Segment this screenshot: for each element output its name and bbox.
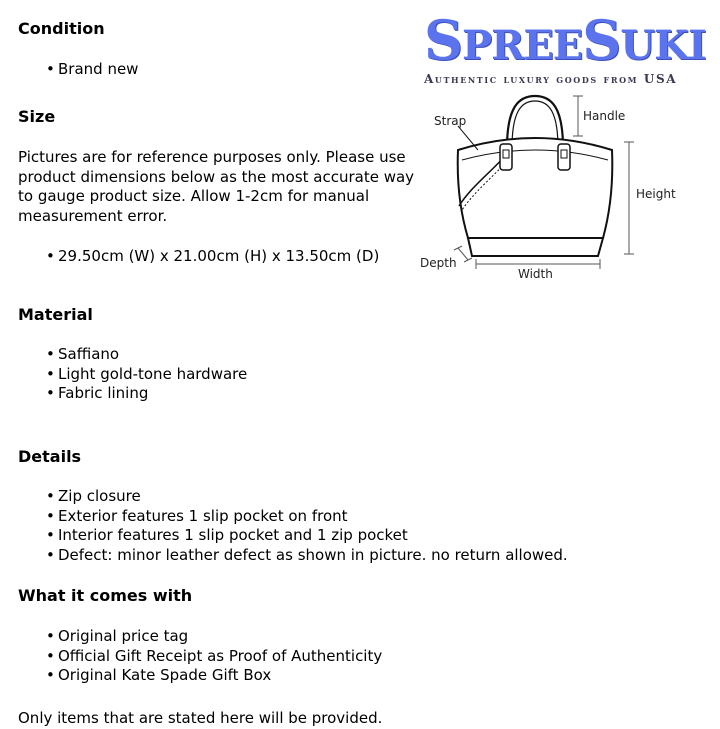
- material-heading: Material: [18, 305, 93, 324]
- details-heading: Details: [18, 447, 82, 466]
- condition-list: [18, 60, 138, 80]
- list-item: • Zip closure: [18, 487, 568, 507]
- size-paragraph: Pictures are for reference purposes only. Please use product dimensions below as the most accurate way to gauge product size. Allow 1-2cm for manual measurement error.: [18, 148, 415, 225]
- brand-tagline: Authentic luxury goods from USA: [424, 72, 678, 86]
- list-item: • Exterior features 1 slip pocket on front: [18, 507, 568, 527]
- diagram-label-height: Height: [636, 187, 676, 201]
- list-item: • Official Gift Receipt as Proof of Authenticity: [18, 647, 382, 667]
- size-list: [18, 247, 379, 267]
- comes-with-list: [18, 627, 382, 686]
- list-item: • Saffiano: [18, 345, 247, 365]
- diagram-label-width: Width: [518, 267, 553, 281]
- material-list: [18, 345, 247, 404]
- spreesuki-logo: [424, 10, 716, 86]
- diagram-label-depth: Depth: [420, 256, 457, 270]
- list-item: • Original price tag: [18, 627, 382, 647]
- list-item: • Fabric lining: [18, 384, 247, 404]
- list-item: • Defect: minor leather defect as shown in picture. no return allowed.: [18, 546, 568, 566]
- condition-heading: Condition: [18, 19, 105, 38]
- list-item: • Brand new: [18, 60, 138, 80]
- brand-name: SPREESUKI: [424, 8, 706, 72]
- details-list: [18, 487, 568, 565]
- list-item: • 29.50cm (W) x 21.00cm (H) x 13.50cm (D): [18, 247, 379, 267]
- diagram-label-handle: Handle: [583, 109, 626, 123]
- list-item: • Interior features 1 slip pocket and 1 zip pocket: [18, 526, 568, 546]
- comes-with-heading: What it comes with: [18, 586, 193, 605]
- bag-dimension-diagram: [410, 88, 710, 288]
- list-item: • Original Kate Spade Gift Box: [18, 666, 382, 686]
- list-item: • Light gold-tone hardware: [18, 365, 247, 385]
- footer-note: Only items that are stated here will be provided.: [18, 709, 383, 727]
- diagram-label-strap: Strap: [434, 114, 467, 128]
- size-heading: Size: [18, 107, 56, 126]
